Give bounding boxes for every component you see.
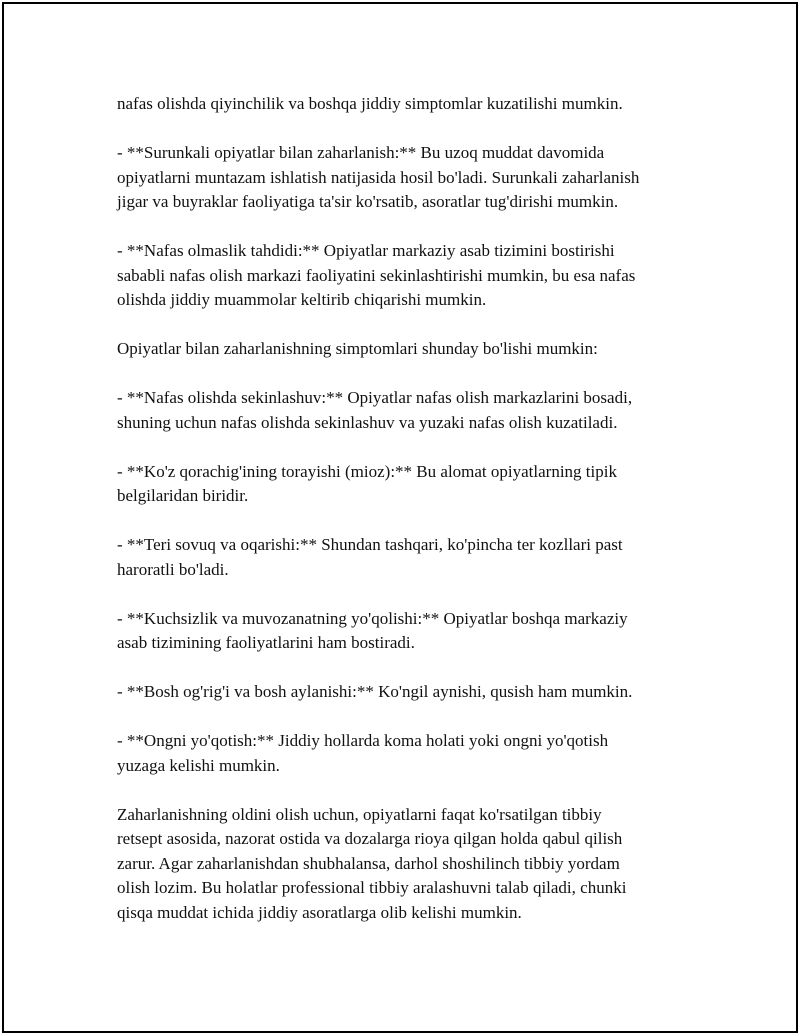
list-item-chronic-poisoning: - **Surunkali opiyatlar bilan zaharlanish:** Bu uzoq muddat davomida opiyatlarni muntazam ishlatish natijasida hosil bo'ladi. Surunkali zaharlanish jigar va buyraklar faoliyatiga ta'sir ko'rsatib, asoratlar tug'dirishi mumkin. <box>117 143 640 211</box>
list-item-miosis: - **Ko'z qorachig'ining torayishi (mioz):** Bu alomat opiyatlarning tipik belgilaridan biridir. <box>117 461 617 505</box>
list-item-weakness-balance: - **Kuchsizlik va muvozanatning yo'qolishi:** Opiyatlar boshqa markaziy asab tizimining faoliyatlarini ham bostiradi. <box>117 608 628 652</box>
paragraph-symptoms-intro: Opiyatlar bilan zaharlanishning simptomlari shunday bo'lishi mumkin: <box>117 339 598 358</box>
list-item-cold-pale-skin: - **Teri sovuq va oqarishi:** Shundan tashqari, ko'pincha ter kozllari past haroratli bo'ladi. <box>117 535 623 579</box>
list-item-loss-of-consciousness: - **Ongni yo'qotish:** Jiddiy hollarda koma holati yoki ongni yo'qotish yuzaga kelishi mumkin. <box>117 731 609 775</box>
document-body <box>117 92 697 925</box>
list-item-headache-dizziness: - **Bosh og'rig'i va bosh aylanishi:** Ko'ngil aynishi, qusish ham mumkin. <box>117 682 633 701</box>
list-item-respiratory-threat: - **Nafas olmaslik tahdidi:** Opiyatlar markaziy asab tizimini bostirishi sababli nafas olish markazi faoliyatini sekinlashtirishi mumkin, bu esa nafas olishda jiddiy muammolar keltirib chiqarishi mumkin. <box>117 241 636 309</box>
paragraph-prevention: Zaharlanishning oldini olish uchun, opiyatlarni faqat ko'rsatilgan tibbiy retsept asosida, nazorat ostida va dozalarga rioya qilgan holda qabul qilish zarur. Agar zaharlanishdan shubhalansa, darhol shoshilinch tibbiy yordam olish lozim. Bu holatlar professional tibbiy aralashuvni talab qiladi, chunki qisqa muddat ichida jiddiy asoratlarga olib kelishi mumkin. <box>117 804 627 922</box>
list-item-breathing-slowdown: - **Nafas olishda sekinlashuv:** Opiyatlar nafas olish markazlarini bosadi, shuning uchun nafas olishda sekinlashuv va yuzaki nafas olish kuzatiladi. <box>117 388 633 432</box>
paragraph-intro-continuation: nafas olishda qiyinchilik va boshqa jiddiy simptomlar kuzatilishi mumkin. <box>117 94 623 113</box>
